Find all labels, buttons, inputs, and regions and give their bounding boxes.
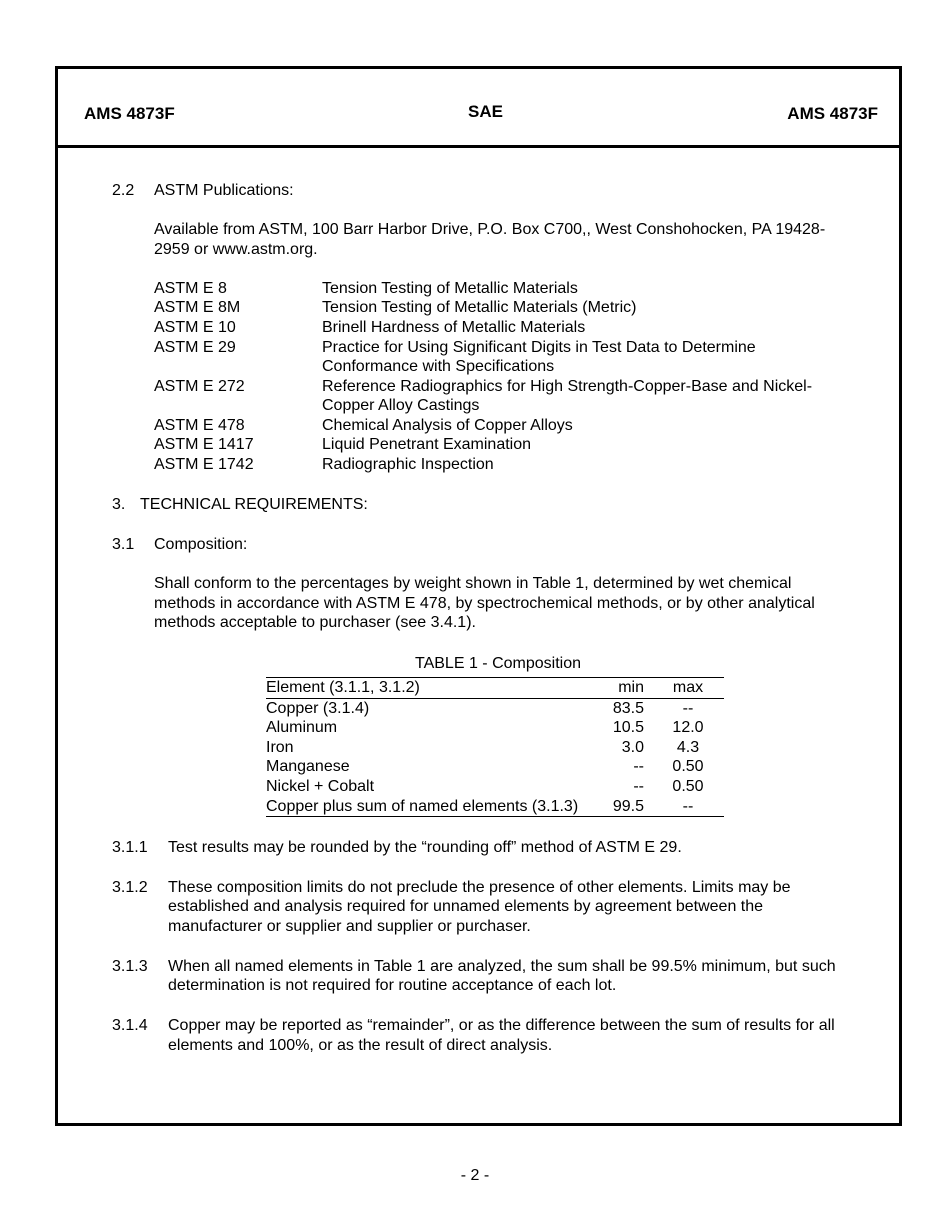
pub-title-continued: Conformance with Specifications xyxy=(322,358,555,375)
section-3-1-4-text-line1: Copper may be reported as “remainder”, or as the difference between the sum of results for all xyxy=(168,1017,835,1034)
pub-code: ASTM E 478 xyxy=(154,417,245,434)
min-cell: 10.5 xyxy=(612,719,644,737)
astm-availability-line1: Available from ASTM, 100 Barr Harbor Drive, P.O. Box C700,, West Conshohocken, PA 19428- xyxy=(154,221,826,238)
element-cell: Copper (3.1.4) xyxy=(266,699,370,717)
max-cell: 0.50 xyxy=(672,777,704,795)
column-header-min: min xyxy=(592,678,666,699)
pub-title: Radiographic Inspection xyxy=(322,456,494,473)
astm-availability-line2: 2959 or www.astm.org. xyxy=(154,241,318,258)
pub-title: Tension Testing of Metallic Materials (Metric) xyxy=(322,299,637,316)
min-cell: 3.0 xyxy=(621,738,644,756)
section-3-title: TECHNICAL REQUIREMENTS: xyxy=(140,496,368,513)
section-3-1-1-number: 3.1.1 xyxy=(112,839,148,856)
page-number: - 2 - xyxy=(460,1167,490,1184)
section-2-2-number: 2.2 xyxy=(112,182,135,199)
section-2-2-title: ASTM Publications: xyxy=(154,182,294,199)
header-org: SAE xyxy=(468,102,503,121)
section-3-number: 3. xyxy=(112,496,126,513)
column-header-element: Element (3.1.1, 3.1.2) xyxy=(266,678,592,699)
pub-code: ASTM E 1417 xyxy=(154,436,254,453)
element-cell: Copper plus sum of named elements (3.1.3) xyxy=(266,797,592,817)
header-doc-id-right: AMS 4873F xyxy=(787,104,878,123)
section-3-1-2-number: 3.1.2 xyxy=(112,879,148,896)
max-cell: 4.3 xyxy=(676,738,700,756)
section-3-1-text-line1: Shall conform to the percentages by weight shown in Table 1, determined by wet chemical xyxy=(154,575,792,592)
section-3-1-4-number: 3.1.4 xyxy=(112,1017,148,1034)
section-3-1-number: 3.1 xyxy=(112,536,135,553)
table-row xyxy=(266,757,724,777)
pub-title: Chemical Analysis of Copper Alloys xyxy=(322,417,573,434)
section-3-1-2-text-line3: manufacturer or supplier and supplier or purchaser. xyxy=(168,918,531,935)
max-cell: 12.0 xyxy=(672,719,704,737)
element-cell: Manganese xyxy=(266,758,350,776)
section-3-1-2-text-line1: These composition limits do not preclude the presence of other elements. Limits may be xyxy=(168,879,791,896)
pub-title-continued: Copper Alloy Castings xyxy=(322,397,480,414)
pub-title: Reference Radiographics for High Strength-Copper-Base and Nickel- xyxy=(322,378,813,395)
section-3-1-text-line3: methods acceptable to purchaser (see 3.4.1). xyxy=(154,614,476,631)
element-cell: Iron xyxy=(266,738,294,756)
max-cell: 0.50 xyxy=(672,758,704,776)
table-caption: TABLE 1 - Composition xyxy=(415,655,581,672)
table-row xyxy=(266,797,724,817)
min-cell: 83.5 xyxy=(612,699,644,717)
pub-code: ASTM E 8M xyxy=(154,299,241,316)
max-cell: -- xyxy=(682,699,694,717)
table-row xyxy=(266,777,724,797)
max-cell: -- xyxy=(666,797,724,817)
pub-title: Liquid Penetrant Examination xyxy=(322,436,532,453)
element-cell: Nickel + Cobalt xyxy=(266,777,375,795)
pub-code: ASTM E 29 xyxy=(154,339,236,356)
pub-code: ASTM E 272 xyxy=(154,378,245,395)
table-row xyxy=(266,698,724,718)
pub-code: ASTM E 10 xyxy=(154,319,236,336)
section-3-1-3-number: 3.1.3 xyxy=(112,958,148,975)
min-cell: -- xyxy=(633,777,644,795)
header-doc-id-left: AMS 4873F xyxy=(84,104,175,123)
element-cell: Aluminum xyxy=(266,719,338,737)
table-header-row xyxy=(266,678,724,699)
section-3-1-text-line2: methods in accordance with ASTM E 478, by spectrochemical methods, or by other analytical xyxy=(154,595,815,612)
section-3-1-3-text-line2: determination is not required for routine acceptance of each lot. xyxy=(168,977,617,994)
min-cell: 99.5 xyxy=(592,797,666,817)
composition-table xyxy=(266,677,724,817)
section-3-1-1-text: Test results may be rounded by the “rounding off” method of ASTM E 29. xyxy=(168,839,682,856)
pub-title: Practice for Using Significant Digits in Test Data to Determine xyxy=(322,339,756,356)
min-cell: -- xyxy=(633,758,644,776)
section-3-1-3-text-line1: When all named elements in Table 1 are analyzed, the sum shall be 99.5% minimum, but such xyxy=(168,958,836,975)
table-row xyxy=(266,738,724,758)
pub-title: Tension Testing of Metallic Materials xyxy=(322,280,578,297)
section-3-1-title: Composition: xyxy=(154,536,248,553)
header-rule xyxy=(58,145,899,148)
table-row xyxy=(266,718,724,738)
pub-code: ASTM E 1742 xyxy=(154,456,254,473)
pub-code: ASTM E 8 xyxy=(154,280,227,297)
section-3-1-2-text-line2: established and analysis required for unnamed elements by agreement between the xyxy=(168,898,764,915)
section-3-1-4-text-line2: elements and 100%, or as the result of direct analysis. xyxy=(168,1037,553,1054)
pub-title: Brinell Hardness of Metallic Materials xyxy=(322,319,586,336)
column-header-max: max xyxy=(666,678,724,699)
